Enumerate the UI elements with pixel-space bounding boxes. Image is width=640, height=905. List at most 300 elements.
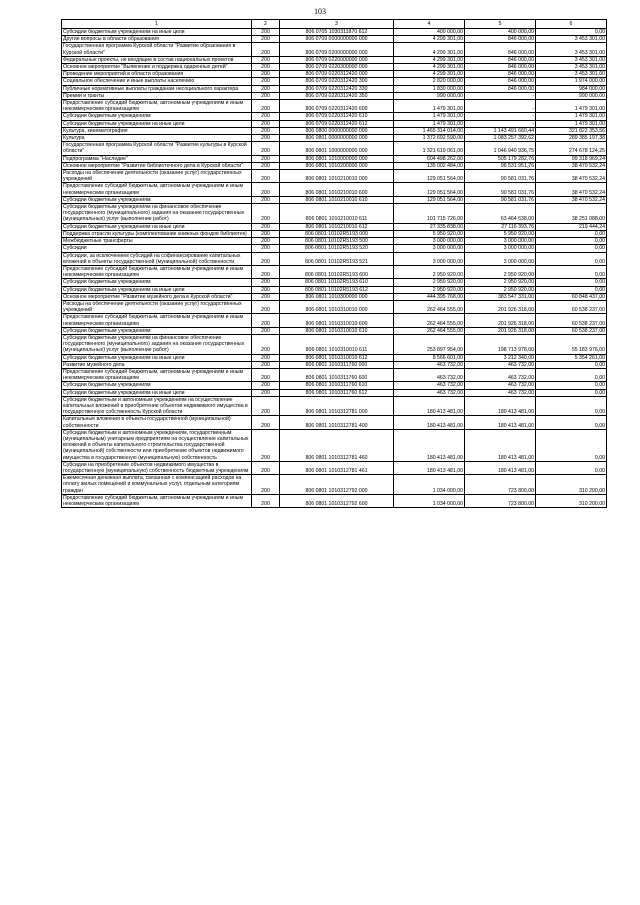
row-amount-remaining: 60 538 237,00 bbox=[536, 314, 607, 327]
row-code: 200 bbox=[252, 300, 280, 313]
table-row bbox=[62, 334, 607, 354]
row-amount-remaining: 0,00 bbox=[536, 230, 607, 237]
row-code: 200 bbox=[252, 71, 280, 78]
row-code: 200 bbox=[252, 286, 280, 293]
row-code: 200 bbox=[252, 223, 280, 230]
row-name: Субсидии, за исключением субсидий на софинансирование капитальных вложений в объекты государственной (муниципальной) собственности bbox=[62, 252, 252, 265]
row-name: Федеральные проекты, не входящие в состав национальных проектов bbox=[62, 56, 252, 63]
row-amount-remaining: 0,00 bbox=[536, 245, 607, 252]
row-kbk: 806 0709 0200000000 000 bbox=[280, 43, 394, 56]
row-amount-planned: 1 034 000,00 bbox=[394, 475, 465, 495]
row-name: Субсидии бюджетным учреждениям на иные цели bbox=[62, 120, 252, 127]
row-kbk: 806 0801 0000000000 000 bbox=[280, 135, 394, 142]
row-kbk: 806 0801 10102R5193 600 bbox=[280, 265, 394, 278]
row-amount-executed: 90 581 031,76 bbox=[465, 196, 536, 203]
table-row bbox=[62, 29, 607, 36]
row-amount-planned: 180 413 481,00 bbox=[394, 396, 465, 416]
row-amount-remaining: 0,00 bbox=[536, 368, 607, 381]
row-amount-remaining: 3 453 301,00 bbox=[536, 64, 607, 71]
row-code: 200 bbox=[252, 120, 280, 127]
row-name: Субсидии бюджетным учреждениям на финансовое обеспечение государственного (муниципального) задания на оказание государственных (муниципальных) услуг (выполнение работ) bbox=[62, 204, 252, 224]
row-kbk: 806 0801 1010210010 600 bbox=[280, 183, 394, 196]
row-name: Предоставление субсидий бюджетным, автономным учреждениям и иным некоммерческим организациям bbox=[62, 368, 252, 381]
col-header: 4 bbox=[394, 20, 465, 29]
row-name: Субсидии бюджетным учреждениям bbox=[62, 382, 252, 389]
row-name: Подпрограмма "Наследие" bbox=[62, 155, 252, 162]
row-amount-executed: 201 926 318,00 bbox=[465, 300, 536, 313]
row-amount-planned: 2 820 000,00 bbox=[394, 78, 465, 85]
row-name: Предоставление субсидий бюджетным, автономным учреждениям и иным некоммерческим организациям bbox=[62, 314, 252, 327]
row-amount-executed: 2 950 920,00 bbox=[465, 279, 536, 286]
row-amount-executed: 201 926 318,00 bbox=[465, 327, 536, 334]
row-kbk: 806 0705 1030311870 612 bbox=[280, 29, 394, 36]
row-amount-remaining: 38 470 532,24 bbox=[536, 196, 607, 203]
row-amount-remaining: 99 318 969,24 bbox=[536, 155, 607, 162]
row-amount-remaining: 60 538 237,00 bbox=[536, 327, 607, 334]
row-amount-planned: 3 000 000,00 bbox=[394, 238, 465, 245]
table-row bbox=[62, 196, 607, 203]
row-kbk: 806 0709 0220312420 330 bbox=[280, 85, 394, 92]
row-amount-executed: 180 413 481,00 bbox=[465, 396, 536, 416]
row-code: 200 bbox=[252, 265, 280, 278]
row-amount-executed: 27 116 393,76 bbox=[465, 223, 536, 230]
row-amount-planned: 1 372 692 590,00 bbox=[394, 135, 465, 142]
col-header: 3 bbox=[280, 20, 394, 29]
row-amount-executed: 846 000,00 bbox=[465, 85, 536, 92]
row-amount-remaining: 5 354 261,00 bbox=[536, 354, 607, 361]
row-name: Субсидии бюджетным и автономным учреждениям, государственным (муниципальным) унитарным предприятиям на осуществление капитальных вложений в объекты капитального строительства государственной (муниципальной) собственности или приобретение объектов недвижимого имущества в государственную (муниципальную) собственность bbox=[62, 429, 252, 461]
row-amount-executed: 463 732,00 bbox=[465, 368, 536, 381]
row-amount-planned: 262 464 555,00 bbox=[394, 314, 465, 327]
row-amount-remaining: 60 538 237,00 bbox=[536, 300, 607, 313]
table-row bbox=[62, 113, 607, 120]
row-amount-executed: 3 000 000,00 bbox=[465, 245, 536, 252]
row-amount-executed: 1 046 940 936,75 bbox=[465, 142, 536, 155]
row-kbk: 806 0801 1010312781 461 bbox=[280, 461, 394, 474]
row-amount-executed: 3 212 340,00 bbox=[465, 354, 536, 361]
row-amount-executed: 2 950 920,00 bbox=[465, 286, 536, 293]
row-kbk: 806 0801 1000000000 000 bbox=[280, 142, 394, 155]
row-amount-remaining: 3 453 301,00 bbox=[536, 71, 607, 78]
table-row bbox=[62, 56, 607, 63]
row-amount-planned: 1 465 314 014,00 bbox=[394, 127, 465, 134]
row-amount-executed: 2 950 920,00 bbox=[465, 265, 536, 278]
row-amount-planned: 1 479 301,00 bbox=[394, 113, 465, 120]
table-row bbox=[62, 64, 607, 71]
row-amount-planned: 463 732,00 bbox=[394, 382, 465, 389]
row-code: 200 bbox=[252, 245, 280, 252]
row-code: 200 bbox=[252, 416, 280, 429]
row-amount-executed: 463 732,00 bbox=[465, 361, 536, 368]
row-amount-executed: 3 000 000,00 bbox=[465, 238, 536, 245]
row-amount-remaining: 38 470 532,24 bbox=[536, 162, 607, 169]
row-amount-planned: 3 000 000,00 bbox=[394, 252, 465, 265]
row-kbk: 806 0709 0220312420 300 bbox=[280, 78, 394, 85]
row-amount-remaining: 38 470 532,24 bbox=[536, 170, 607, 183]
table-row bbox=[62, 300, 607, 313]
row-code: 200 bbox=[252, 64, 280, 71]
row-kbk: 806 0800 0000000000 000 bbox=[280, 127, 394, 134]
row-code: 200 bbox=[252, 293, 280, 300]
row-amount-planned: 8 566 601,00 bbox=[394, 354, 465, 361]
row-amount-planned: 129 051 564,00 bbox=[394, 183, 465, 196]
row-amount-planned: 135 002 484,00 bbox=[394, 162, 465, 169]
row-amount-remaining: 0,00 bbox=[536, 389, 607, 396]
row-amount-executed: 96 531 951,76 bbox=[465, 162, 536, 169]
table-row bbox=[62, 382, 607, 389]
row-code: 200 bbox=[252, 127, 280, 134]
row-name: Публичные нормативные выплаты гражданам несоциального характера bbox=[62, 85, 252, 92]
table-row bbox=[62, 43, 607, 56]
row-code: 200 bbox=[252, 56, 280, 63]
row-code: 200 bbox=[252, 494, 280, 507]
row-kbk: 806 0801 10102R5193 520 bbox=[280, 245, 394, 252]
row-amount-planned: 1 034 000,00 bbox=[394, 494, 465, 507]
row-code: 200 bbox=[252, 142, 280, 155]
row-amount-executed: 180 413 481,00 bbox=[465, 461, 536, 474]
row-amount-planned: 1 479 301,00 bbox=[394, 120, 465, 127]
table-row bbox=[62, 368, 607, 381]
row-amount-planned: 990 000,00 bbox=[394, 92, 465, 99]
row-code: 200 bbox=[252, 36, 280, 43]
row-amount-remaining: 38 251 088,00 bbox=[536, 204, 607, 224]
row-name: Ежемесячная денежная выплата, связанная с компенсацией расходов на оплату жилых помещений и коммунальных услуг, отдельным категориям граждан bbox=[62, 475, 252, 495]
row-kbk: 806 0801 1010311760 600 bbox=[280, 368, 394, 381]
row-amount-remaining: 1 479 301,00 bbox=[536, 100, 607, 113]
budget-table bbox=[61, 19, 607, 508]
row-amount-executed: 198 713 978,00 bbox=[465, 334, 536, 354]
row-amount-remaining: 1 479 301,00 bbox=[536, 113, 607, 120]
row-amount-planned: 1 321 619 061,00 bbox=[394, 142, 465, 155]
table-row bbox=[62, 475, 607, 495]
row-amount-remaining: 0,00 bbox=[536, 382, 607, 389]
row-kbk: 806 0801 1010311760 612 bbox=[280, 389, 394, 396]
table-body bbox=[62, 29, 607, 508]
row-amount-planned: 129 051 564,00 bbox=[394, 170, 465, 183]
row-amount-remaining: 0,00 bbox=[536, 29, 607, 36]
row-code: 200 bbox=[252, 429, 280, 461]
row-code: 200 bbox=[252, 196, 280, 203]
row-kbk: 806 0801 1010311760 000 bbox=[280, 361, 394, 368]
table-row bbox=[62, 361, 607, 368]
row-amount-remaining: 321 822 353,56 bbox=[536, 127, 607, 134]
row-name: Субсидии бюджетным учреждениям на иные цели bbox=[62, 223, 252, 230]
row-amount-executed: 846 000,00 bbox=[465, 36, 536, 43]
row-name: Основное мероприятие "Выявление и поддержка одаренных детей" bbox=[62, 64, 252, 71]
row-name: Основное мероприятие "Развитие музейного дела в Курской области" bbox=[62, 293, 252, 300]
row-code: 200 bbox=[252, 100, 280, 113]
row-code: 200 bbox=[252, 396, 280, 416]
row-amount-planned: 400 000,00 bbox=[394, 29, 465, 36]
table-row bbox=[62, 354, 607, 361]
row-amount-remaining: 38 470 532,24 bbox=[536, 183, 607, 196]
row-code: 200 bbox=[252, 170, 280, 183]
row-kbk: 806 0801 1010310010 612 bbox=[280, 354, 394, 361]
row-amount-remaining: 0,00 bbox=[536, 238, 607, 245]
row-name: Другие вопросы в области образования bbox=[62, 36, 252, 43]
row-name: Субсидии бюджетным учреждениям bbox=[62, 113, 252, 120]
table-row bbox=[62, 238, 607, 245]
row-code: 200 bbox=[252, 475, 280, 495]
table-row bbox=[62, 286, 607, 293]
row-kbk: 806 0801 1010312792 600 bbox=[280, 494, 394, 507]
row-name: Субсидии бюджетным учреждениям bbox=[62, 327, 252, 334]
row-kbk: 806 0709 0220312420 612 bbox=[280, 120, 394, 127]
row-name: Межбюджетные трансферты bbox=[62, 238, 252, 245]
page-number: 103 bbox=[314, 7, 326, 16]
row-amount-executed: 846 000,00 bbox=[465, 64, 536, 71]
row-name: Субсидии бюджетным учреждениям на иные цели bbox=[62, 389, 252, 396]
row-name: Основное мероприятие "Развитие библиотечного дела в Курской области" bbox=[62, 162, 252, 169]
row-amount-planned: 27 335 838,00 bbox=[394, 223, 465, 230]
row-code: 200 bbox=[252, 155, 280, 162]
table-row bbox=[62, 223, 607, 230]
row-kbk: 806 0801 1010210010 000 bbox=[280, 170, 394, 183]
row-amount-executed: 505 179 282,76 bbox=[465, 155, 536, 162]
row-name: Проведение мероприятий в области образования bbox=[62, 71, 252, 78]
table-row bbox=[62, 100, 607, 113]
row-amount-planned: 101 715 726,00 bbox=[394, 204, 465, 224]
table-row bbox=[62, 36, 607, 43]
row-amount-executed: 463 732,00 bbox=[465, 389, 536, 396]
row-kbk: 806 0709 0220312420 350 bbox=[280, 92, 394, 99]
row-amount-planned: 262 464 555,00 bbox=[394, 300, 465, 313]
row-code: 200 bbox=[252, 162, 280, 169]
row-amount-executed: 723 800,00 bbox=[465, 475, 536, 495]
row-code: 200 bbox=[252, 85, 280, 92]
row-code: 200 bbox=[252, 368, 280, 381]
table-row bbox=[62, 78, 607, 85]
row-name: Расходы на обеспечение деятельности (оказание услуг) государственных учреждений bbox=[62, 300, 252, 313]
row-amount-executed: 1 083 257 392,62 bbox=[465, 135, 536, 142]
table-row bbox=[62, 92, 607, 99]
row-name: Капитальные вложения в объекты государственной (муниципальной) собственности bbox=[62, 416, 252, 429]
table-row bbox=[62, 314, 607, 327]
row-name: Субсидии бюджетным учреждениям на иные цели bbox=[62, 354, 252, 361]
row-name: Предоставление субсидий бюджетным, автономным учреждениям и иным некоммерческим организациям bbox=[62, 265, 252, 278]
table-row bbox=[62, 279, 607, 286]
row-code: 200 bbox=[252, 334, 280, 354]
table-row bbox=[62, 155, 607, 162]
row-kbk: 806 0801 10102R5193 000 bbox=[280, 230, 394, 237]
row-amount-executed: 180 413 481,00 bbox=[465, 416, 536, 429]
row-amount-planned: 4 299 301,00 bbox=[394, 56, 465, 63]
row-name: Развитие музейного дела bbox=[62, 361, 252, 368]
row-amount-remaining: 310 200,00 bbox=[536, 494, 607, 507]
row-kbk: 806 0801 1010310010 611 bbox=[280, 334, 394, 354]
row-code: 200 bbox=[252, 92, 280, 99]
row-kbk: 806 0801 10102R5193 610 bbox=[280, 279, 394, 286]
row-amount-remaining: 0,00 bbox=[536, 279, 607, 286]
row-amount-planned: 2 950 920,00 bbox=[394, 286, 465, 293]
table-row bbox=[62, 162, 607, 169]
row-amount-remaining: 3 453 301,00 bbox=[536, 36, 607, 43]
row-amount-remaining: 990 000,00 bbox=[536, 92, 607, 99]
row-amount-remaining: 0,00 bbox=[536, 265, 607, 278]
row-amount-remaining: 3 453 301,00 bbox=[536, 43, 607, 56]
row-amount-planned: 4 299 301,00 bbox=[394, 71, 465, 78]
table-row bbox=[62, 494, 607, 507]
table-row bbox=[62, 142, 607, 155]
row-code: 200 bbox=[252, 135, 280, 142]
row-amount-planned: 444 395 768,00 bbox=[394, 293, 465, 300]
row-amount-executed: - bbox=[465, 113, 536, 120]
col-header: 1 bbox=[62, 20, 252, 29]
row-amount-executed: 1 143 491 660,44 bbox=[465, 127, 536, 134]
row-amount-planned: 262 464 555,00 bbox=[394, 327, 465, 334]
row-name: Субсидии на приобретение объектов недвижимого имущества в государственную (муниципальную) собственность бюджетным учреждениям bbox=[62, 461, 252, 474]
row-code: 200 bbox=[252, 252, 280, 265]
row-amount-remaining: 55 183 976,00 bbox=[536, 334, 607, 354]
row-name: Культура bbox=[62, 135, 252, 142]
table-row bbox=[62, 71, 607, 78]
row-amount-executed: 846 000,00 bbox=[465, 71, 536, 78]
row-kbk: 806 0801 1010310010 610 bbox=[280, 327, 394, 334]
row-amount-executed: 201 926 318,00 bbox=[465, 314, 536, 327]
row-amount-planned: 180 413 481,00 bbox=[394, 461, 465, 474]
row-kbk: 806 0801 1010310010 000 bbox=[280, 300, 394, 313]
row-amount-executed: 400 000,00 bbox=[465, 29, 536, 36]
row-amount-planned: 463 732,00 bbox=[394, 368, 465, 381]
table-row bbox=[62, 183, 607, 196]
row-code: 200 bbox=[252, 461, 280, 474]
row-name: Субсидии бюджетным учреждениям bbox=[62, 196, 252, 203]
row-amount-planned: 4 299 301,00 bbox=[394, 36, 465, 43]
row-name: Субсидии бюджетным учреждениям bbox=[62, 279, 252, 286]
row-amount-executed: - bbox=[465, 100, 536, 113]
row-amount-remaining: 0,00 bbox=[536, 286, 607, 293]
row-code: 200 bbox=[252, 382, 280, 389]
row-kbk: 806 0801 1010312792 000 bbox=[280, 475, 394, 495]
row-amount-planned: 3 000 000,00 bbox=[394, 245, 465, 252]
row-code: 200 bbox=[252, 327, 280, 334]
row-code: 200 bbox=[252, 183, 280, 196]
row-amount-planned: 463 732,00 bbox=[394, 361, 465, 368]
table-row bbox=[62, 389, 607, 396]
row-amount-executed: 3 000 000,00 bbox=[465, 252, 536, 265]
row-amount-remaining: 219 444,24 bbox=[536, 223, 607, 230]
table-row bbox=[62, 204, 607, 224]
row-code: 200 bbox=[252, 78, 280, 85]
row-kbk: 806 0801 1010210010 612 bbox=[280, 223, 394, 230]
row-amount-planned: 180 413 481,00 bbox=[394, 429, 465, 461]
row-amount-executed: 846 000,00 bbox=[465, 56, 536, 63]
row-kbk: 806 0801 1010312781 400 bbox=[280, 416, 394, 429]
row-name: Субсидии bbox=[62, 245, 252, 252]
row-amount-remaining: 984 000,00 bbox=[536, 85, 607, 92]
table-row bbox=[62, 416, 607, 429]
table-row bbox=[62, 265, 607, 278]
table-row bbox=[62, 396, 607, 416]
row-amount-executed: 90 581 031,76 bbox=[465, 170, 536, 183]
row-name: Субсидии бюджетным и автономным учреждениям на осуществление капитальных вложений в приобретение объектов недвижимого имущества в государственную собственность Курской области bbox=[62, 396, 252, 416]
row-amount-executed: 846 000,00 bbox=[465, 78, 536, 85]
row-amount-planned: 4 299 301,00 bbox=[394, 43, 465, 56]
row-amount-executed: 383 547 331,00 bbox=[465, 293, 536, 300]
row-name: Расходы на обеспечение деятельности (оказание услуг) государственных учреждений bbox=[62, 170, 252, 183]
table-row bbox=[62, 252, 607, 265]
row-amount-remaining: 0,00 bbox=[536, 461, 607, 474]
row-kbk: 806 0801 10102R5193 521 bbox=[280, 252, 394, 265]
table-row bbox=[62, 170, 607, 183]
row-amount-executed: 180 413 481,00 bbox=[465, 429, 536, 461]
row-kbk: 806 0709 0220312420 610 bbox=[280, 113, 394, 120]
row-name: Субсидии бюджетным учреждениям на иные цели bbox=[62, 286, 252, 293]
row-name: Предоставление субсидий бюджетным, автономным учреждениям и иным некоммерческим организациям bbox=[62, 100, 252, 113]
row-amount-remaining: 0,00 bbox=[536, 361, 607, 368]
row-amount-remaining: 289 385 197,38 bbox=[536, 135, 607, 142]
row-amount-executed: 5 950 920,00 bbox=[465, 230, 536, 237]
row-amount-executed: 846 000,00 bbox=[465, 43, 536, 56]
row-code: 200 bbox=[252, 230, 280, 237]
row-code: 200 bbox=[252, 204, 280, 224]
row-code: 200 bbox=[252, 43, 280, 56]
row-kbk: 806 0801 10102R5193 612 bbox=[280, 286, 394, 293]
row-kbk: 806 0709 0220000000 000 bbox=[280, 56, 394, 63]
row-amount-planned: 2 950 920,00 bbox=[394, 265, 465, 278]
row-code: 200 bbox=[252, 389, 280, 396]
row-amount-planned: 2 950 920,00 bbox=[394, 279, 465, 286]
row-amount-remaining: 3 453 301,00 bbox=[536, 56, 607, 63]
row-amount-planned: 4 299 301,00 bbox=[394, 64, 465, 71]
row-code: 200 bbox=[252, 113, 280, 120]
row-code: 200 bbox=[252, 354, 280, 361]
row-kbk: 806 0801 10102R5193 500 bbox=[280, 238, 394, 245]
row-amount-planned: 129 051 564,00 bbox=[394, 196, 465, 203]
row-amount-executed: 90 581 031,76 bbox=[465, 183, 536, 196]
row-amount-executed: 63 464 638,00 bbox=[465, 204, 536, 224]
row-amount-executed: 463 732,00 bbox=[465, 382, 536, 389]
row-name: Предоставление субсидий бюджетным, автономным учреждениям и иным некоммерческим организациям bbox=[62, 183, 252, 196]
row-code: 200 bbox=[252, 238, 280, 245]
row-kbk: 806 0801 1010310010 600 bbox=[280, 314, 394, 327]
table-row bbox=[62, 127, 607, 134]
row-amount-executed: - bbox=[465, 92, 536, 99]
row-kbk: 806 0801 1010000000 000 bbox=[280, 155, 394, 162]
row-amount-remaining: 60 848 437,00 bbox=[536, 293, 607, 300]
row-name: Социальное обеспечение и иные выплаты населению bbox=[62, 78, 252, 85]
row-kbk: 806 0801 1010312781 460 bbox=[280, 429, 394, 461]
row-name: Поддержка отрасли культуры (комплектование книжных фондов библиотек) bbox=[62, 230, 252, 237]
table-row bbox=[62, 429, 607, 461]
row-amount-remaining: 310 200,00 bbox=[536, 475, 607, 495]
row-name: Культура, кинематография bbox=[62, 127, 252, 134]
row-amount-remaining: 274 678 124,25 bbox=[536, 142, 607, 155]
row-kbk: 806 0709 0000000000 000 bbox=[280, 36, 394, 43]
row-amount-planned: 1 479 301,00 bbox=[394, 100, 465, 113]
row-kbk: 806 0801 1010210010 611 bbox=[280, 204, 394, 224]
row-amount-remaining: 1 479 301,00 bbox=[536, 120, 607, 127]
row-amount-remaining: 0,00 bbox=[536, 252, 607, 265]
row-amount-planned: 5 950 920,00 bbox=[394, 230, 465, 237]
row-kbk: 806 0801 1010210010 610 bbox=[280, 196, 394, 203]
row-amount-planned: 463 732,00 bbox=[394, 389, 465, 396]
row-amount-remaining: 0,00 bbox=[536, 429, 607, 461]
row-kbk: 806 0709 0220312420 000 bbox=[280, 71, 394, 78]
row-kbk: 806 0709 0220300000 000 bbox=[280, 64, 394, 71]
header-row bbox=[62, 20, 607, 29]
row-code: 200 bbox=[252, 29, 280, 36]
row-name: Предоставление субсидий бюджетным, автономным учреждениям и иным некоммерческим организациям bbox=[62, 494, 252, 507]
row-amount-remaining: 1 974 000,00 bbox=[536, 78, 607, 85]
row-name: Субсидии бюджетным учреждениям на финансовое обеспечение государственного (муниципального) задания на оказание государственных (муниципальных) услуг (выполнение работ) bbox=[62, 334, 252, 354]
table-row bbox=[62, 230, 607, 237]
row-name: Премии и гранты bbox=[62, 92, 252, 99]
row-amount-executed: - bbox=[465, 120, 536, 127]
col-header: 2 bbox=[252, 20, 280, 29]
table-row bbox=[62, 293, 607, 300]
col-header: 6 bbox=[536, 20, 607, 29]
